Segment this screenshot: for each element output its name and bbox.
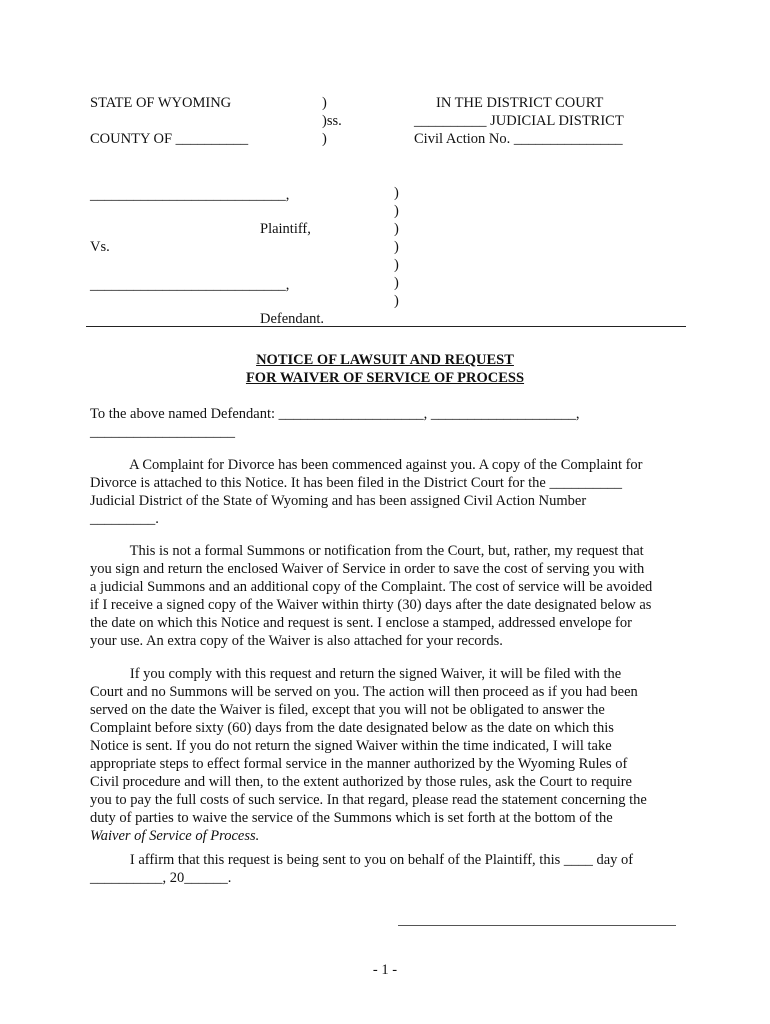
paragraph-request (90, 542, 680, 650)
plaintiff-label: Plaintiff, (260, 221, 311, 237)
paragraph-affirmation (90, 851, 680, 887)
caption-paren: ) (394, 203, 399, 219)
caption-paren: ) (394, 239, 399, 255)
paragraph-compliance (90, 665, 680, 845)
paragraph-line: a judicial Summons and an additional copy of the Complaint. The cost of service will be avoided (90, 579, 653, 595)
ss-label: )ss. (322, 113, 342, 129)
paragraph-line: the date on which this Notice and request is sent. I enclose a stamped, addressed envelope for (90, 615, 632, 631)
caption-paren: ) (322, 131, 327, 147)
paragraph-line: Civil procedure and will then, to the extent authorized by those rules, ask the Court to require (90, 774, 632, 790)
caption-paren: ) (394, 293, 399, 309)
civil-action-number: Civil Action No. _______________ (414, 131, 623, 147)
court-label: IN THE DISTRICT COURT (436, 95, 604, 111)
caption-paren: ) (394, 257, 399, 273)
paragraph-complaint (90, 456, 680, 528)
plaintiff-name-blank: ___________________________, (90, 187, 290, 203)
paragraph-line: Judicial District of the State of Wyoming and has been assigned Civil Action Number (90, 493, 587, 509)
caption-paren: ) (394, 275, 399, 291)
defendant-label: Defendant. (260, 311, 325, 327)
paragraph-line: served on the date the Waiver is filed, except that you will not be obligated to answer the (90, 702, 605, 718)
county-label: COUNTY OF __________ (90, 131, 249, 147)
addressee-line: To the above named Defendant: ____________________, ____________________, (90, 406, 580, 422)
paragraph-line: _________. (90, 511, 159, 527)
paragraph-line: Complaint before sixty (60) days from the date designated below as the date on which this (90, 720, 614, 736)
page-number: - 1 - (372, 962, 398, 978)
paragraph-line: duty of parties to waive the service of the Summons which is set forth at the bottom of the (90, 810, 613, 826)
paragraph-line: I affirm that this request is being sent to you on behalf of the Plaintiff, this ____ day of (90, 852, 634, 868)
document-title: NOTICE OF LAWSUIT AND REQUEST (256, 352, 514, 368)
versus-label: Vs. (90, 239, 110, 255)
paragraph-line: A Complaint for Divorce has been commenced against you. A copy of the Complaint for (90, 457, 643, 473)
document-subtitle: FOR WAIVER OF SERVICE OF PROCESS (245, 370, 525, 386)
signature-line (398, 925, 676, 926)
paragraph-line: Waiver of Service of Process. (90, 828, 260, 844)
paragraph-line: Court and no Summons will be served on you. The action will then proceed as if you had been (90, 684, 638, 700)
state-label: STATE OF WYOMING (90, 95, 232, 111)
paragraph-line: __________, 20______. (90, 870, 232, 886)
paragraph-line: your use. An extra copy of the Waiver is also attached for your records. (90, 633, 503, 649)
paragraph-line: you to pay the full costs of such service. In that regard, please read the statement concerning the (90, 792, 647, 808)
paragraph-line: appropriate steps to effect formal service in the manner authorized by the Wyoming Rules of (90, 756, 628, 772)
defendant-name-blank: ___________________________, (90, 277, 290, 293)
paragraph-line: Notice is sent. If you do not return the signed Waiver within the time indicated, I will take (90, 738, 612, 754)
caption-paren: ) (322, 95, 327, 111)
addressee-line: ____________________ (90, 424, 235, 440)
caption-paren: ) (394, 185, 399, 201)
paragraph-line: If you comply with this request and return the signed Waiver, it will be filed with the (90, 666, 622, 682)
caption-divider (86, 326, 686, 327)
caption-paren: ) (394, 221, 399, 237)
judicial-district-label: __________ JUDICIAL DISTRICT (414, 113, 624, 129)
paragraph-line: This is not a formal Summons or notification from the Court, but, rather, my request that (90, 543, 644, 559)
paragraph-line: if I receive a signed copy of the Waiver within thirty (30) days after the date designated below as (90, 597, 652, 613)
paragraph-line: Divorce is attached to this Notice. It has been filed in the District Court for the __________ (90, 475, 622, 491)
paragraph-line: you sign and return the enclosed Waiver of Service in order to save the cost of serving you with (90, 561, 645, 577)
